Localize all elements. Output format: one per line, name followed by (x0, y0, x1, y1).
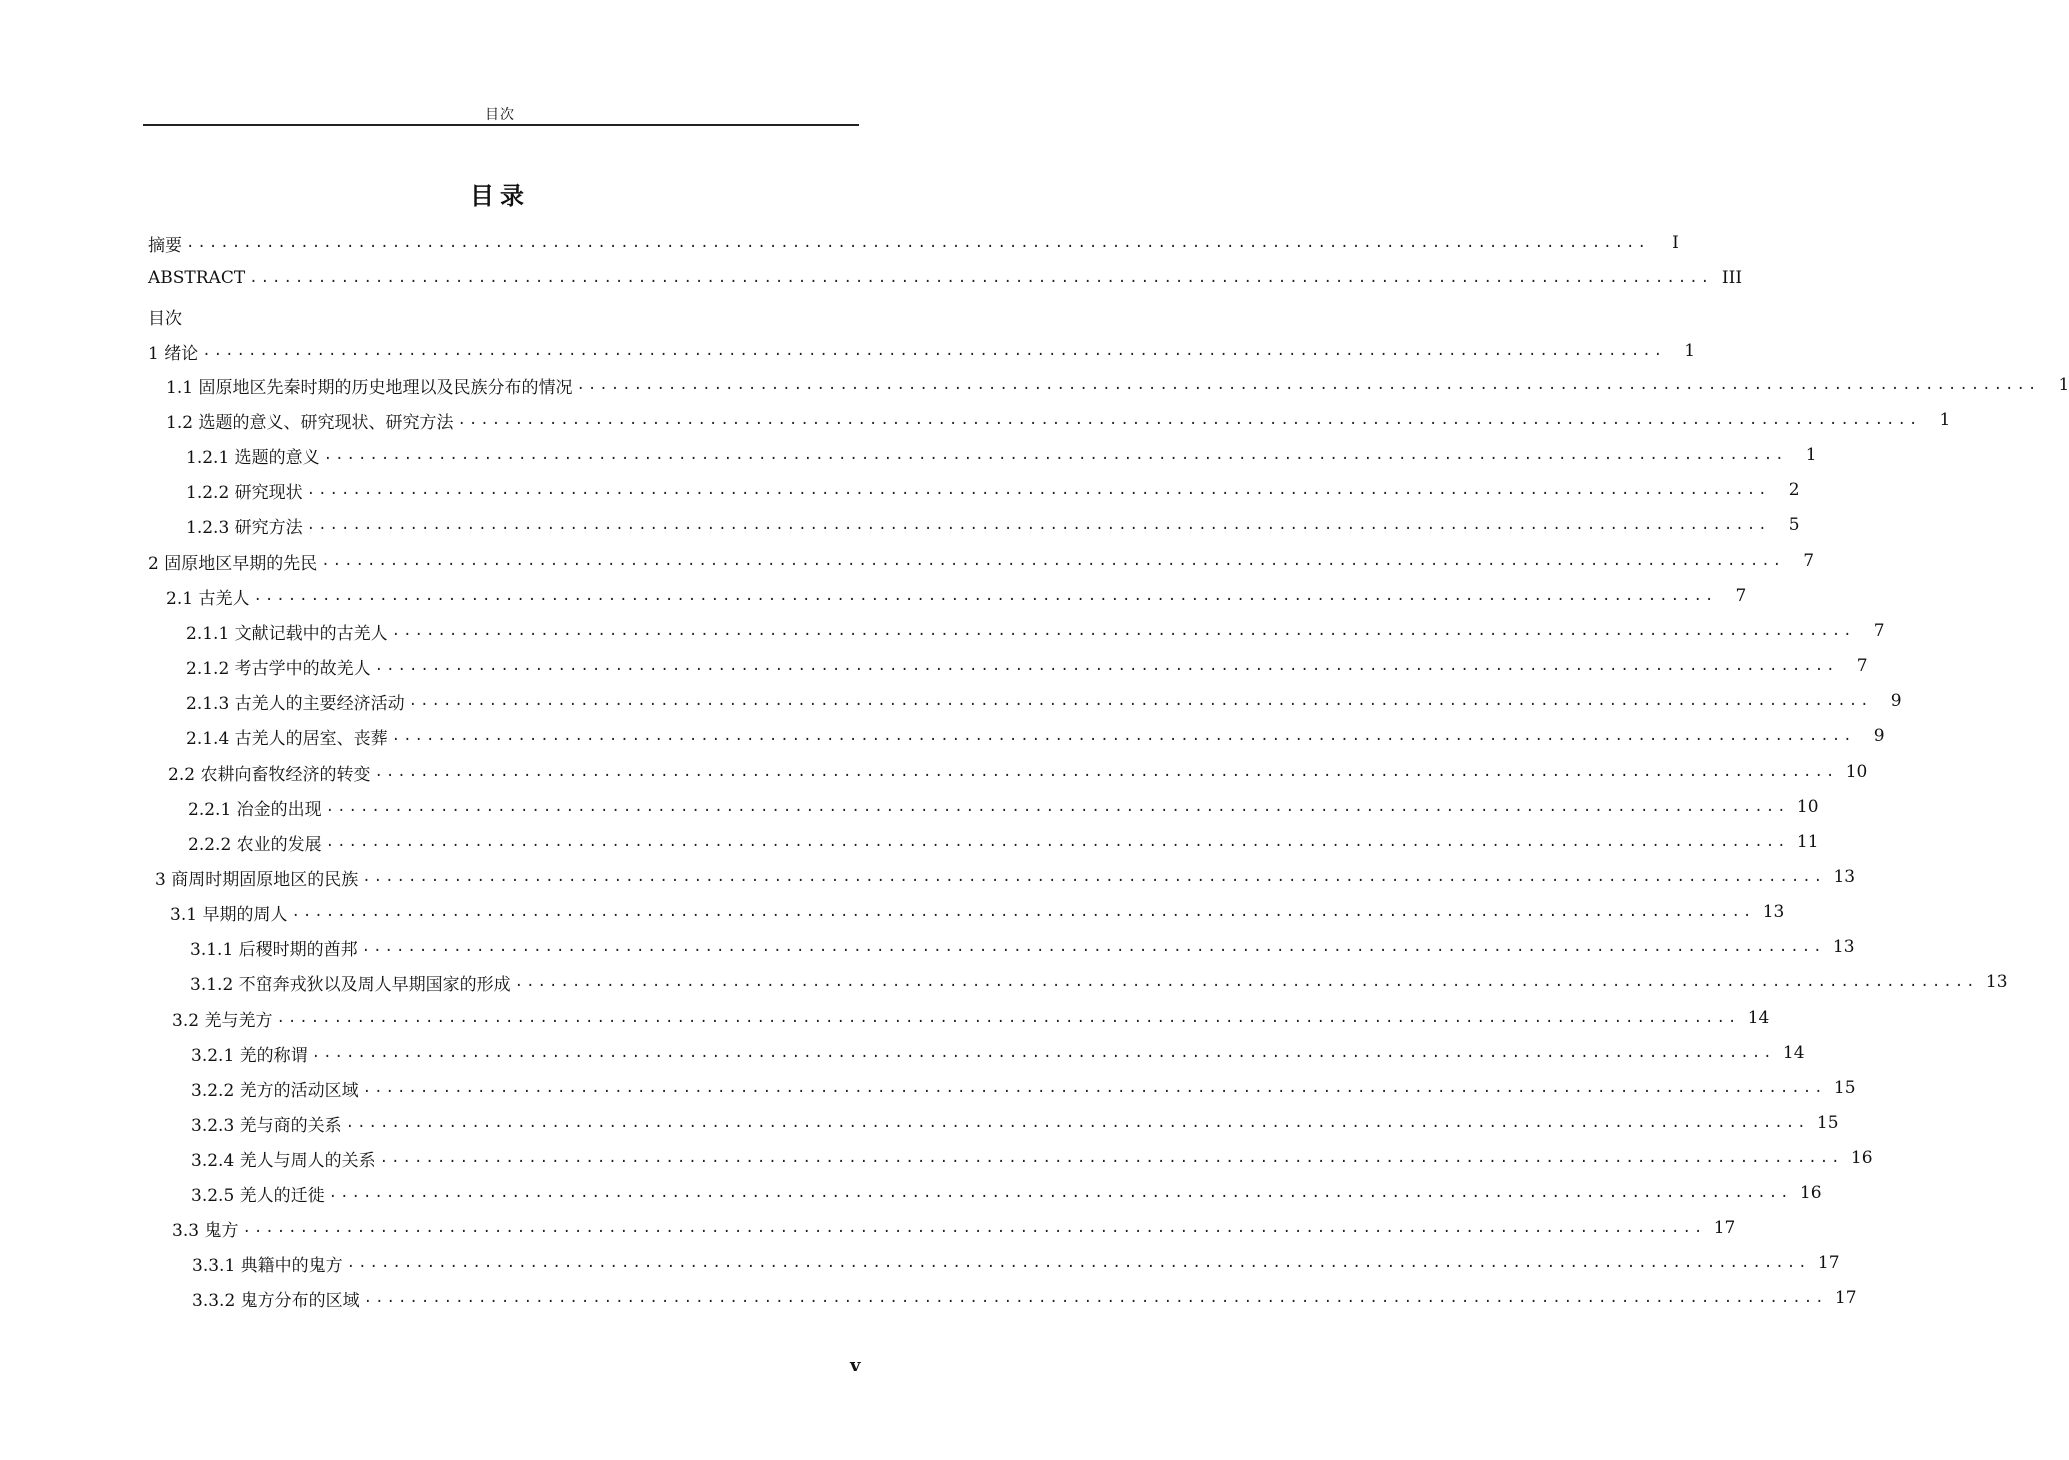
dot-leader: ................................................................................................................................ (242, 1220, 1706, 1236)
toc-entry-page: 17 (1713, 1218, 1736, 1238)
toc-entry (148, 302, 856, 330)
toc-entry-label: 3.3.1 典籍中的鬼方 (192, 1255, 343, 1276)
toc-entry-label: 1.2.3 研究方法 (186, 517, 303, 538)
toc-entry (191, 1109, 1839, 1137)
dot-leader: ................................................................................................................................ (391, 728, 1855, 744)
toc-entry-page: 2 (1788, 480, 1800, 500)
toc-entry-page: 5 (1788, 515, 1800, 535)
toc-entry-page: 1 (2058, 375, 2069, 395)
dot-leader: ................................................................................................................................ (186, 235, 1649, 251)
running-header: 目次 (485, 107, 515, 123)
toc-entry-label: 1.2 选题的意义、研究现状、研究方法 (166, 412, 454, 433)
dot-leader: ................................................................................................................................ (374, 764, 1838, 780)
dot-leader: ................................................................................................................................ (306, 517, 1770, 533)
toc-entry-label: 3.1.2 不窋奔戎狄以及周人早期国家的形成 (190, 974, 511, 995)
toc-entry-label: 3.2 羌与羌方 (172, 1010, 273, 1031)
toc-entry-label: 3.2.4 羌人与周人的关系 (191, 1150, 376, 1171)
toc-entry-page: 16 (1850, 1148, 1873, 1168)
toc-entry (168, 758, 1868, 786)
toc-entry-page: 11 (1796, 832, 1819, 852)
toc-entry-page: 17 (1817, 1253, 1840, 1273)
toc-entry-label: 2.2.1 冶金的出现 (188, 799, 322, 820)
toc-entry-page: 16 (1799, 1183, 1822, 1203)
toc-entry (148, 547, 1815, 575)
toc-entry-label: 1.2.2 研究现状 (186, 482, 303, 503)
page-title: 目录 (470, 181, 530, 210)
toc-entry (186, 511, 1800, 539)
toc-entry-page: I (1672, 233, 1679, 253)
toc-entry (191, 1074, 1856, 1102)
toc-entry (172, 1004, 1770, 1032)
toc-entry-label: 2.2.2 农业的发展 (188, 834, 322, 855)
toc-entry-label: 摘要 (148, 235, 182, 256)
toc-entry-label: 3.2.5 羌人的迁徙 (191, 1185, 325, 1206)
toc-entry-page: 1 (1939, 410, 1951, 430)
toc-entry-label: 1 绪论 (148, 343, 199, 364)
toc-entry-label: 3.2.2 羌方的活动区域 (191, 1080, 359, 1101)
toc-entry (188, 828, 1819, 856)
toc-entry-page: 13 (1832, 937, 1855, 957)
toc-entry (186, 652, 1868, 680)
toc-entry (166, 582, 1747, 610)
toc-entry-page: III (1721, 268, 1743, 288)
toc-entry (166, 371, 2069, 399)
toc-entry-page: 7 (1735, 586, 1747, 606)
toc-entry-label: 3.2.1 羌的称谓 (191, 1045, 308, 1066)
dot-leader: ................................................................................................................................ (576, 377, 2040, 393)
toc-entry-label: 3.3.2 鬼方分布的区域 (192, 1290, 360, 1311)
toc-entry-page: 13 (1833, 867, 1856, 887)
toc-entry-page: 13 (1985, 972, 2008, 992)
dot-leader: ................................................................................................................................ (325, 799, 1789, 815)
toc-entry (190, 968, 2008, 996)
toc-entry (191, 1039, 1805, 1067)
toc-entry-page: 14 (1782, 1043, 1805, 1063)
dot-leader: ................................................................................................................................ (346, 1255, 1810, 1271)
toc-entry-label: 2.2 农耕向畜牧经济的转变 (168, 764, 371, 785)
toc-entry (191, 1144, 1873, 1172)
toc-entry-page: 7 (1856, 656, 1868, 676)
toc-entry-page: 9 (1873, 726, 1885, 746)
dot-leader: ................................................................................................................................ (345, 1115, 1809, 1131)
toc-entry-page: 17 (1834, 1288, 1857, 1308)
dot-leader: ................................................................................................................................ (374, 658, 1838, 674)
toc-entry-label: 3 商周时期固原地区的民族 (155, 869, 359, 890)
dot-leader: ................................................................................................................................ (379, 1150, 1843, 1166)
toc-entry-page: 15 (1816, 1113, 1839, 1133)
dot-leader: ................................................................................................................................ (391, 623, 1855, 639)
toc-entry-page: 7 (1873, 621, 1885, 641)
toc-entry-page: 1 (1684, 341, 1696, 361)
toc-entry-label: 2.1.4 古羌人的居室、丧葬 (186, 728, 388, 749)
toc-entry-label: 3.1 早期的周人 (170, 904, 288, 925)
toc-entry (170, 898, 1785, 926)
toc-entry-label: 3.2.3 羌与商的关系 (191, 1115, 342, 1136)
toc-entry (186, 687, 1902, 715)
toc-entry-page: 10 (1796, 797, 1819, 817)
toc-entry-label: 2.1.1 文献记载中的古羌人 (186, 623, 388, 644)
toc-entry (155, 863, 1856, 891)
dot-leader: ................................................................................................................................ (362, 1080, 1826, 1096)
toc-entry (188, 793, 1819, 821)
toc-entry (172, 1214, 1736, 1242)
toc-entry-label: 2 固原地区早期的先民 (148, 553, 318, 574)
toc-entry (186, 722, 1885, 750)
toc-entry-page: 9 (1890, 691, 1902, 711)
dot-leader: ................................................................................................................................ (323, 447, 1787, 463)
dot-leader: ................................................................................................................................ (253, 588, 1717, 604)
toc-entry (186, 617, 1885, 645)
dot-leader: ................................................................................................................................ (361, 939, 1825, 955)
dot-leader: ................................................................................................................................ (321, 553, 1785, 569)
toc-entry (166, 406, 1951, 434)
toc-entry-label: 目次 (148, 308, 182, 329)
toc-entry-page: 10 (1845, 762, 1868, 782)
toc-entry-label: ABSTRACT (148, 268, 246, 288)
toc-entry (192, 1284, 1857, 1312)
dot-leader: ................................................................................................................................ (306, 482, 1770, 498)
toc-entry (186, 476, 1800, 504)
dot-leader: ................................................................................................................................ (328, 1185, 1792, 1201)
dot-leader: ................................................................................................................................ (325, 834, 1789, 850)
toc-entry-page: 7 (1803, 551, 1815, 571)
toc-entry (191, 1179, 1822, 1207)
dot-leader: ................................................................................................................................ (457, 412, 1921, 428)
dot-leader: ................................................................................................................................ (514, 974, 1978, 990)
dot-leader: ................................................................................................................................ (291, 904, 1755, 920)
dot-leader: ................................................................................................................................ (362, 869, 1826, 885)
toc-entry (148, 229, 1679, 257)
header-rule (143, 124, 859, 126)
toc-entry-label: 2.1.2 考古学中的故羌人 (186, 658, 371, 679)
toc-entry-page: 15 (1833, 1078, 1856, 1098)
toc-entry-label: 2.1.3 古羌人的主要经济活动 (186, 693, 405, 714)
toc-entry-label: 1.2.1 选题的意义 (186, 447, 320, 468)
toc-entry (148, 264, 1743, 292)
dot-leader: ................................................................................................................................ (408, 693, 1872, 709)
toc-entry-label: 3.1.1 后稷时期的酋邦 (190, 939, 358, 960)
toc-entry-label: 2.1 古羌人 (166, 588, 250, 609)
dot-leader: ................................................................................................................................ (311, 1045, 1775, 1061)
dot-leader: ................................................................................................................................ (249, 270, 1713, 286)
toc-entry (148, 337, 1696, 365)
toc-entry (190, 933, 1855, 961)
toc-entry-page: 13 (1762, 902, 1785, 922)
toc-entry-page: 1 (1805, 445, 1817, 465)
dot-leader: ................................................................................................................................ (363, 1290, 1827, 1306)
page-number: v (850, 1355, 861, 1376)
toc-entry-label: 1.1 固原地区先秦时期的历史地理以及民族分布的情况 (166, 377, 573, 398)
toc-entry (186, 441, 1817, 469)
dot-leader: ................................................................................................................................ (276, 1010, 1740, 1026)
toc-entry-page: 14 (1747, 1008, 1770, 1028)
dot-leader: ................................................................................................................................ (202, 343, 1666, 359)
toc-entry (192, 1249, 1840, 1277)
toc-entry-label: 3.3 鬼方 (172, 1220, 239, 1241)
